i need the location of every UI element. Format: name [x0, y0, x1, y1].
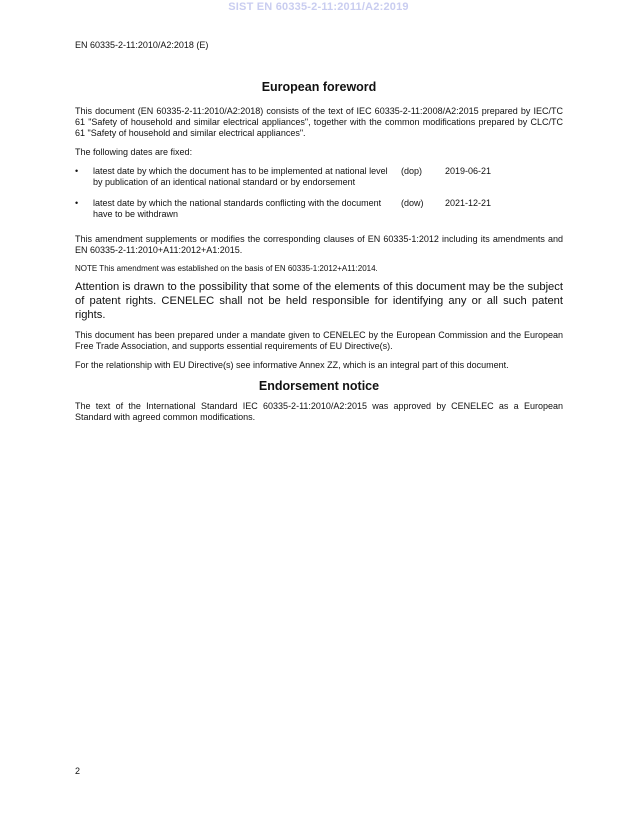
patent-attention: Attention is drawn to the possibility that some of the elements of this document may be the subject of patent rights. CENELEC shall not be held responsible for identifying any or all such patent rights. — [75, 281, 563, 321]
bullet-icon: • — [75, 166, 79, 176]
date-abbreviation: (dow) — [401, 198, 424, 208]
bullet-icon: • — [75, 198, 79, 208]
note: NOTE This amendment was established on the basis of EN 60335-1:2012+A11:2014. — [75, 264, 378, 273]
date-item-dow — [75, 198, 563, 220]
page-content — [75, 80, 563, 431]
supplement-paragraph: This amendment supplements or modifies the corresponding clauses of EN 60335-1:2012 including its amendments and EN 60335-2-11:2010+A11:2012+A1:2015. — [75, 234, 563, 255]
page-number: 2 — [75, 766, 81, 776]
document-reference: EN 60335-2-11:2010/A2:2018 (E) — [75, 40, 209, 50]
foreword-heading: European foreword — [261, 80, 377, 94]
watermark: SIST EN 60335-2-11:2011/A2:2019 — [228, 1, 409, 13]
date-value: 2021-12-21 — [445, 198, 492, 208]
dates-intro: The following dates are fixed: — [75, 147, 193, 157]
dates-list — [75, 166, 563, 220]
date-abbreviation: (dop) — [401, 166, 423, 176]
date-item-dop — [75, 166, 563, 188]
endorsement-heading: Endorsement notice — [258, 379, 380, 393]
endorsement-text: The text of the International Standard IEC 60335-2-11:2010/A2:2015 was approved by CENELEC as a European Standard with agreed common modifications. — [75, 401, 563, 422]
date-value: 2019-06-21 — [445, 166, 492, 176]
date-description: latest date by which the national standards conflicting with the document have to be withdrawn — [93, 198, 382, 219]
mandate-paragraph: This document has been prepared under a mandate given to CENELEC by the European Commission and the European Free Trade Association, and supports essential requirements of EU Directive(s). — [75, 330, 563, 351]
relationship-paragraph: For the relationship with EU Directive(s) see informative Annex ZZ, which is an integral part of this document. — [75, 360, 509, 370]
date-description: latest date by which the document has to be implemented at national level by publication of an identical national standard or by endorsement — [93, 166, 388, 187]
foreword-paragraph: This document (EN 60335-2-11:2010/A2:2018) consists of the text of IEC 60335-2-11:2008/A2:2015 prepared by IEC/TC 61 "Safety of household and similar electrical appliances", together with the common modifications prepared by CLC/TC 61 "Safety of household and similar electrical appliances". — [75, 106, 563, 138]
